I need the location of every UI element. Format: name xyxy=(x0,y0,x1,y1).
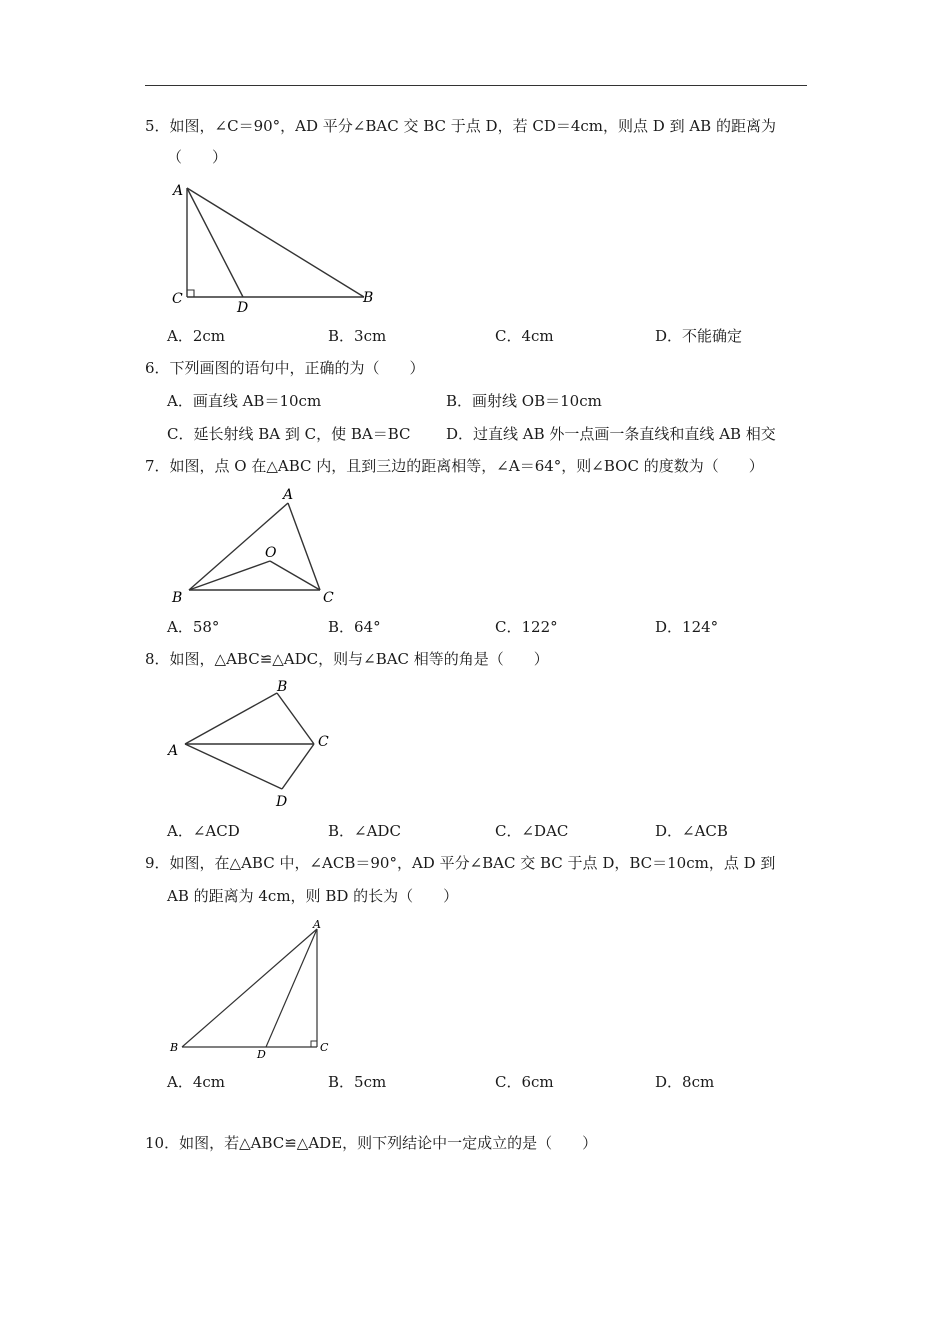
q5-right-angle-mark xyxy=(187,290,194,297)
q8-side-AD xyxy=(185,744,282,789)
q9-option-d: D．8cm xyxy=(655,1073,715,1091)
q9-stem-line1: 9．如图，在△ABC 中，∠ACB＝90°，AD 平分∠BAC 交 BC 于点 D，BC＝10cm，点 D 到 xyxy=(145,854,776,872)
q6-option-c: C．延长射线 BA 到 C，使 BA＝BC xyxy=(167,425,411,443)
q6-option-b: B．画射线 OB＝10cm xyxy=(446,392,602,410)
header-rule xyxy=(145,85,807,86)
q5-option-c: C．4cm xyxy=(495,327,554,345)
q5-figure xyxy=(168,180,388,315)
q9-label-C: C xyxy=(320,1041,329,1054)
q9-option-a: A．4cm xyxy=(167,1073,226,1091)
q7-label-C: C xyxy=(323,590,334,606)
q8-label-C: C xyxy=(318,734,329,750)
q7-side-AC xyxy=(288,503,320,590)
q7-segment-OC xyxy=(270,561,320,590)
q5-side-AB xyxy=(187,188,364,297)
q7-segment-BO xyxy=(189,561,270,590)
q6-option-d: D．过直线 AB 外一点画一条直线和直线 AB 相交 xyxy=(446,425,776,443)
q9-stem-line2: AB 的距离为 4cm，则 BD 的长为（ ） xyxy=(167,887,459,905)
q7-stem: 7．如图，点 O 在△ABC 内，且到三边的距离相等，∠A＝64°，则∠BOC 的度数为（ ） xyxy=(145,457,764,475)
q10-stem: 10．如图，若△ABC≌△ADE，则下列结论中一定成立的是（ ） xyxy=(145,1134,598,1152)
q5-stem: 5．如图，∠C＝90°，AD 平分∠BAC 交 BC 于点 D，若 CD＝4cm，则点 D 到 AB 的距离为 xyxy=(145,117,776,135)
q8-label-B: B xyxy=(277,679,288,695)
q9-option-b: B．5cm xyxy=(328,1073,387,1091)
q5-answer-paren: （ ） xyxy=(167,148,228,166)
q8-label-D: D xyxy=(276,794,288,810)
q9-label-A: A xyxy=(313,918,321,931)
q5-option-d: D．不能确定 xyxy=(655,327,743,345)
q8-side-DC xyxy=(282,744,314,789)
q9-side-AB xyxy=(182,929,317,1047)
q8-option-b: B．∠ADC xyxy=(328,822,401,840)
q9-figure xyxy=(168,915,343,1065)
q9-right-angle-mark xyxy=(311,1041,317,1047)
q7-label-O: O xyxy=(265,545,277,561)
q9-bisector-AD xyxy=(266,929,317,1047)
q7-option-b: B．64° xyxy=(328,618,381,636)
q8-option-a: A．∠ACD xyxy=(167,822,240,840)
q8-label-A: A xyxy=(168,743,179,759)
q7-label-B: B xyxy=(172,590,183,606)
q8-figure xyxy=(165,675,345,815)
q6-option-a: A．画直线 AB＝10cm xyxy=(167,392,322,410)
q7-option-a: A．58° xyxy=(167,618,220,636)
q5-label-A: A xyxy=(173,183,184,199)
q8-stem: 8．如图，△ABC≌△ADC，则与∠BAC 相等的角是（ ） xyxy=(145,650,549,668)
q9-option-c: C．6cm xyxy=(495,1073,554,1091)
q5-label-B: B xyxy=(363,290,374,306)
q8-side-AB xyxy=(185,693,277,744)
q6-stem: 6．下列画图的语句中，正确的为（ ） xyxy=(145,359,425,377)
q9-label-D: D xyxy=(257,1048,266,1061)
q8-option-d: D．∠ACB xyxy=(655,822,728,840)
q5-label-C: C xyxy=(172,291,183,307)
q5-option-a: A．2cm xyxy=(167,327,226,345)
q7-figure xyxy=(168,485,348,610)
q5-bisector-AD xyxy=(187,188,243,297)
q7-option-d: D．124° xyxy=(655,618,719,636)
q8-option-c: C．∠DAC xyxy=(495,822,569,840)
q5-option-b: B．3cm xyxy=(328,327,387,345)
q9-label-B: B xyxy=(170,1041,179,1054)
q7-option-c: C．122° xyxy=(495,618,558,636)
q8-side-BC xyxy=(277,693,314,744)
q5-label-D: D xyxy=(237,300,249,316)
q7-label-A: A xyxy=(283,487,294,503)
